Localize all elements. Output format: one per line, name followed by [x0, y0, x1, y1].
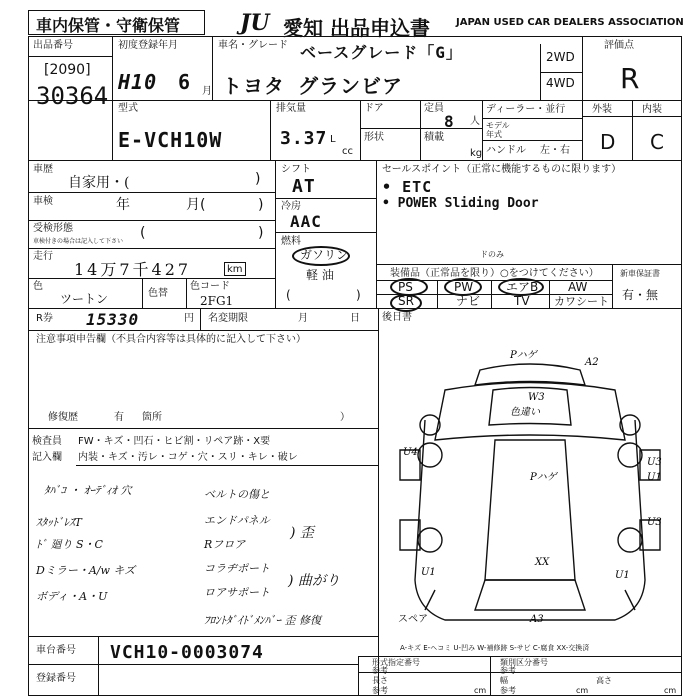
note-9: コラヂポート [204, 562, 270, 575]
fuel-paren-open: ( [286, 288, 291, 302]
br-r3-cm1: cm [474, 686, 487, 695]
equip-airbag-circle [498, 278, 544, 296]
br-r3-height: 高さ [596, 676, 612, 685]
color-value: ツートン [60, 292, 109, 306]
aircon-value: AAC [290, 212, 322, 231]
inspection-month: 月( [186, 197, 206, 213]
fuel-label: 燃料 [281, 236, 301, 247]
reg-month-unit: 月 [202, 86, 212, 97]
interior-label: 内装 [642, 104, 662, 115]
diag-mark-1: Pハゲ [510, 350, 537, 361]
ju-logo: JU [240, 10, 270, 36]
capacity-label: 定員 [424, 103, 444, 114]
spare-label: スペア [398, 614, 428, 625]
chassis-value: VCH10-0003074 [110, 642, 264, 663]
bracket-1: ) 歪 [290, 525, 314, 541]
shift-value: AT [292, 176, 316, 197]
diag-mark-10: XX [535, 557, 550, 568]
model-year-label: モデル 年式 [486, 121, 510, 139]
equip-aw: AW [568, 280, 588, 294]
inspector-label: 検査員 [32, 436, 62, 447]
reg-year-value: H10 [118, 70, 158, 94]
note-2: ｽﾀｯﾄﾞﾚｽT [36, 516, 82, 529]
acceptance-note: 車検付きの場合は記入して下さい [33, 238, 124, 245]
displacement-label: 排気量 [276, 103, 306, 114]
inspection-label: 車検 [33, 196, 53, 207]
acceptance-close: ) [258, 225, 264, 241]
note-3: ﾄﾞ 廻り S・C [36, 538, 103, 551]
displacement-value: 3.37 [280, 128, 328, 149]
diag-mark-2: A2 [585, 357, 599, 368]
note-8: Rフロア [204, 538, 246, 551]
equip-sr-circle [390, 294, 422, 312]
capacity-value: 8 [444, 112, 455, 131]
car-damage-diagram [385, 340, 675, 640]
fuel-paren-close: ) [356, 288, 361, 302]
interior-grade: C [650, 130, 664, 154]
equip-ps: PS [398, 280, 413, 294]
equip-pw-circle [444, 278, 482, 296]
car-name: トヨタ グランビア [222, 74, 404, 98]
equipment-note: ドのみ [480, 250, 504, 259]
registration-label: 登録番号 [36, 673, 76, 684]
warranty-value: 有・無 [622, 288, 659, 302]
reg-month-value: 6 [178, 70, 192, 94]
form-title: 愛知 出品申込書 [283, 16, 430, 40]
br-r3-cm3: cm [664, 686, 677, 695]
equip-seat: カワシート [554, 295, 609, 308]
br-r3-cm2: cm [576, 686, 589, 695]
diag-mark-4: 色違い [510, 407, 540, 418]
repair-place: 箇所 [142, 412, 162, 423]
recycle-label: R券 [36, 313, 53, 324]
name-change-day: 日 [350, 313, 360, 324]
inspector-row1: FW・キズ・凹石・ヒビ割・リペア跡・X要 [78, 436, 271, 447]
color-code: 2FG1 [200, 294, 234, 308]
door-label: ドア [364, 103, 384, 114]
sales-point-2-text: POWER Sliding Door [397, 196, 539, 211]
equipment-label: 装備品（正常品を限り）○をつけてください） [390, 268, 599, 279]
model-value: E-VCH10W [118, 128, 223, 152]
diag-mark-8: U1 [647, 472, 662, 483]
color-change-label: 色替 [148, 288, 168, 299]
acceptance-label: 受検形態 [33, 223, 73, 234]
recycle-value: 15330 [86, 310, 140, 329]
repair-close: ） [340, 412, 350, 423]
history-label: 車歴 [33, 164, 53, 175]
lot-number: 30364 [36, 82, 109, 110]
exterior-label: 外装 [592, 104, 612, 115]
note-1: ﾀﾊﾞｺ ・ ｵｰﾃﾞｨｵ 穴 [44, 484, 132, 497]
note-6: ベルトの傷と [204, 488, 270, 501]
recycle-unit: 円 [184, 313, 194, 324]
name-change-month: 月 [298, 313, 308, 324]
note-7: エンドパネル [204, 514, 270, 527]
color-code-label: 色コード [190, 281, 230, 292]
diag-mark-6: U4 [403, 447, 418, 458]
diag-mark-9: U3 [647, 517, 662, 528]
capacity-unit: 人 [470, 116, 480, 127]
diag-mark-7: U3 [647, 457, 662, 468]
lot-sub: [2090] [44, 62, 91, 78]
equip-pw: PW [454, 280, 474, 294]
aircon-label: 冷房 [281, 201, 301, 212]
notes-label: 注意事項申告欄（不具合内容等は具体的に記入して下さい） [36, 334, 306, 345]
mileage-label: 走行 [33, 251, 53, 262]
color-label: 色 [33, 281, 43, 292]
history-close: ) [255, 171, 261, 187]
inspector-row2: 内装・キズ・汚レ・コゲ・穴・スリ・キレ・破レ [78, 452, 298, 463]
acceptance-open: ( [140, 225, 146, 241]
inspection-year: 年 [116, 197, 130, 213]
mileage-value: 14万7千427 [74, 260, 192, 279]
br-r1-a: 形式指定番号 [372, 658, 420, 667]
grade-label: 評価点 [604, 40, 634, 51]
displacement-l: L [330, 134, 336, 145]
equip-airbag: エアB [506, 280, 539, 294]
grade-score: R [620, 62, 640, 95]
storage-label: 車内保管・守衛保管 [36, 16, 181, 35]
load-unit: kg [470, 148, 483, 159]
chassis-label: 車台番号 [36, 645, 76, 656]
exterior-grade: D [600, 130, 616, 154]
shift-label: シフト [281, 164, 311, 175]
repair-value: 有 [114, 412, 124, 423]
dealer-label: ディーラー・並行 [486, 104, 566, 115]
lot-label: 出品番号 [33, 40, 73, 51]
br-r3-ref2: 参考 [500, 686, 516, 695]
load-label: 積載 [424, 132, 444, 143]
rear-attach-label: 後日書 [382, 312, 412, 323]
handle-options: 左・右 [540, 145, 570, 156]
bracket-2: ) 曲がり [288, 573, 340, 589]
equip-tv: TV [514, 294, 530, 308]
handle-label: ハンドル [486, 145, 526, 156]
name-change-label: 名変期限 [208, 313, 248, 324]
note-4: Dミラー・A/w キズ [36, 564, 136, 577]
diag-mark-11: U1 [421, 567, 436, 578]
mileage-unit: km [227, 264, 243, 275]
inspection-close: ) [258, 197, 264, 213]
diag-mark-3: W3 [528, 392, 545, 403]
br-r3-width: 幅 [500, 676, 508, 685]
br-r3-ref1: 参考 [372, 686, 388, 695]
diag-mark-13: A3 [530, 614, 544, 625]
repair-label: 修復歴 [48, 412, 78, 423]
note-10: ロアサポート [204, 586, 270, 599]
model-label: 型式 [118, 103, 138, 114]
note-5: ボディ・A・U [36, 590, 108, 603]
fuel-alt: 軽 油 [306, 268, 334, 282]
diag-mark-5: Pハゲ [530, 472, 557, 483]
inspector-label2: 記入欄 [32, 452, 62, 463]
sales-point-1: • ETC [382, 178, 433, 196]
displacement-unit: cc [342, 146, 353, 157]
br-r2-b: 参考 [500, 666, 516, 675]
car-grade: ベースグレード「G」 [300, 43, 463, 62]
wd2-option: 2WD [546, 50, 575, 64]
br-r3-length: 長さ [372, 676, 388, 685]
warranty-label: 新車保証書 [620, 269, 660, 278]
equip-sr: SR [398, 294, 414, 308]
sales-point-2: • POWER Sliding Door [382, 196, 539, 211]
wd4-option: 4WD [546, 76, 575, 90]
note-11: ﾌﾛﾝﾄﾀﾞｲﾄﾞﾒﾝﾊﾞｰ 歪 修復 [204, 614, 321, 627]
history-value: 自家用・( [68, 175, 130, 191]
reg-year-label: 初度登録年月 [118, 40, 178, 51]
damage-legend: A-キズ E-ヘコミ U-凹み W-補修跡 S-サビ C-腐食 XX-交換済 [400, 644, 590, 652]
sales-points-label: セールスポイント（正常に機能するものに限ります） [382, 164, 622, 175]
equip-navi: ナビ [456, 294, 481, 308]
br-r2-a: 参考 [372, 666, 388, 675]
car-label: 車名・グレード [218, 40, 288, 51]
br-r1-b: 類別区分番号 [500, 658, 548, 667]
diag-mark-12: U1 [615, 570, 630, 581]
fuel-value: ガソリン [300, 248, 349, 262]
sales-point-1-text: ETC [402, 178, 433, 196]
form-subtitle: JAPAN USED CAR DEALERS ASSOCIATION [456, 17, 684, 28]
shape-label: 形状 [364, 132, 384, 143]
